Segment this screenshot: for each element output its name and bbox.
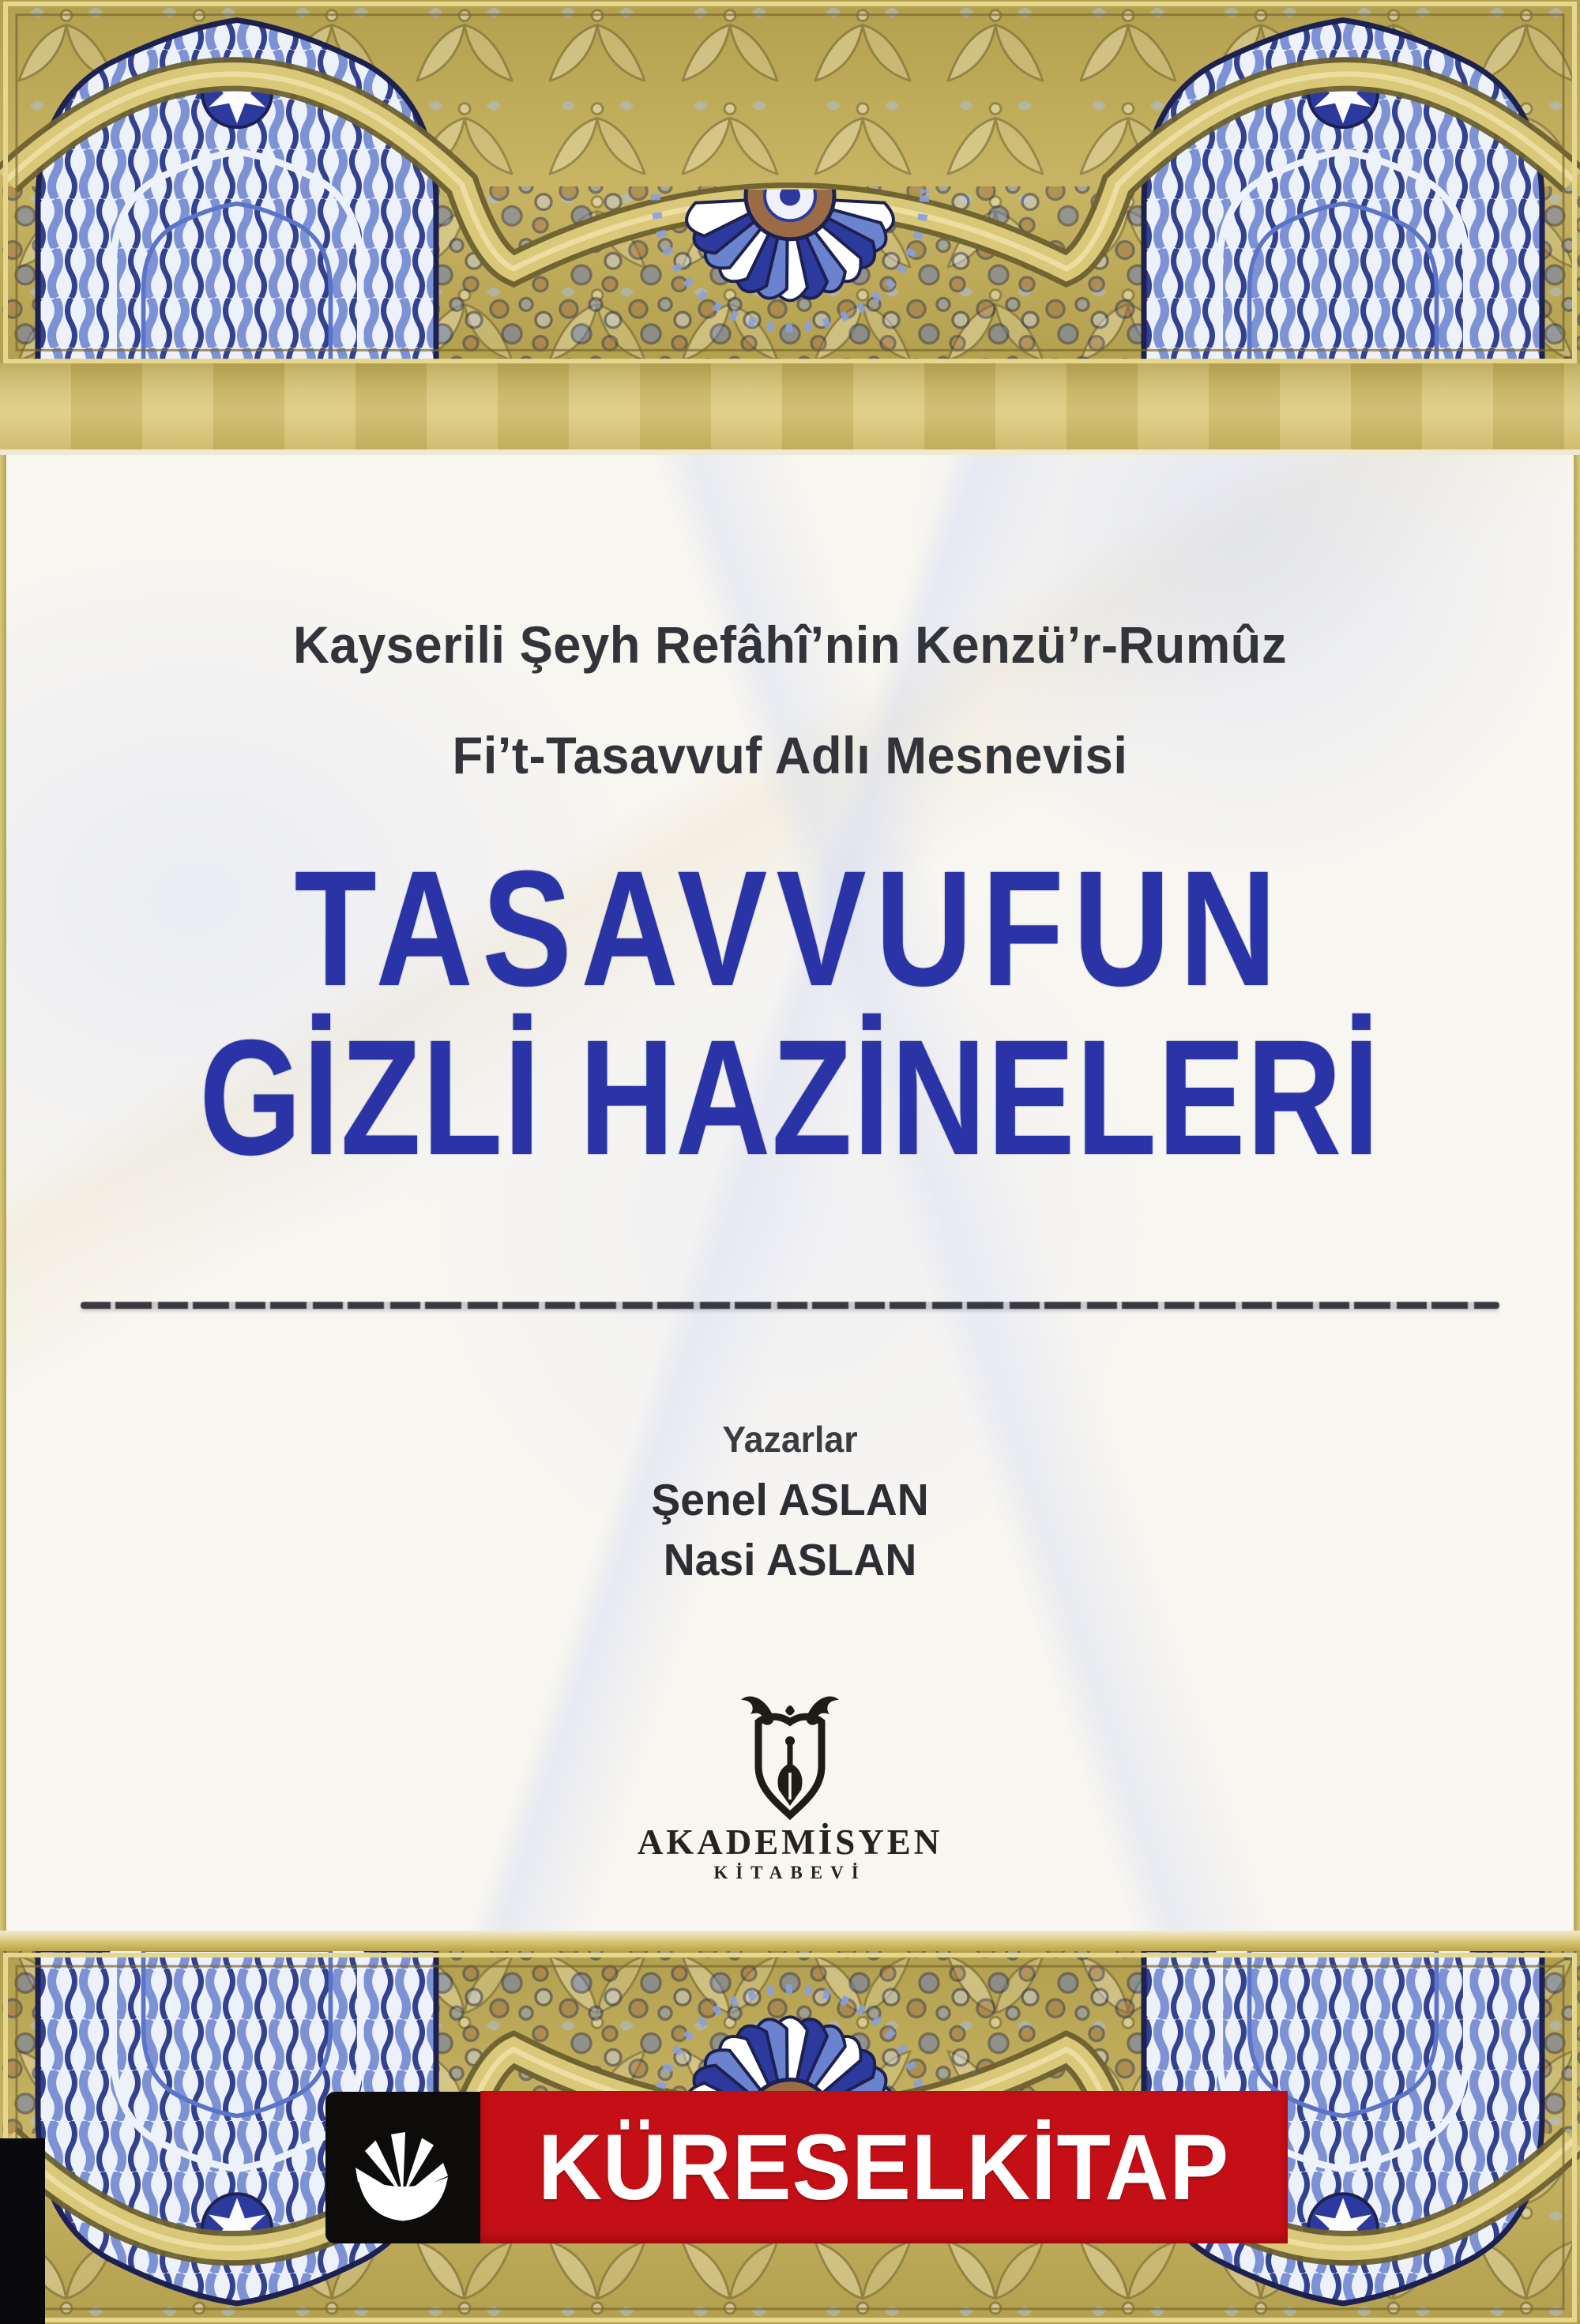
title-divider-rule <box>81 1302 1499 1309</box>
gold-band-bottom <box>0 1931 1580 1951</box>
kureselkitap-banner <box>480 2091 1288 2243</box>
winged-shield-pen-nib-icon <box>725 1690 855 1825</box>
scallop-shell-icon <box>344 2108 462 2227</box>
right-gold-frame-line <box>1574 455 1580 1931</box>
banner-label: KÜRESELKİTAP <box>538 2115 1230 2220</box>
publisher-name: AKADEMİSYEN <box>637 1822 943 1862</box>
top-arabesque-border <box>0 0 1580 365</box>
book-title-line-1: TASAVVUFUN <box>294 837 1286 1021</box>
author-name-1: Şenel ASLAN <box>651 1475 929 1525</box>
gold-band-top <box>0 363 1580 455</box>
left-gold-frame-line <box>0 455 6 1931</box>
publisher-subname: KİTABEVİ <box>713 1863 867 1882</box>
series-line-2: Fi’t-Tasavvuf Adlı Mesnevisi <box>452 726 1128 784</box>
spine-black-tab <box>0 2138 45 2324</box>
banner-logo-tile <box>325 2092 480 2243</box>
authors-label: Yazarlar <box>722 1419 858 1460</box>
book-title-line-2: GİZLİ HAZİNELERİ <box>199 1006 1381 1190</box>
author-name-2: Nasi ASLAN <box>663 1535 917 1585</box>
series-line-1: Kayserili Şeyh Refâhî’nin Kenzü’r-Rumûz <box>292 615 1288 674</box>
